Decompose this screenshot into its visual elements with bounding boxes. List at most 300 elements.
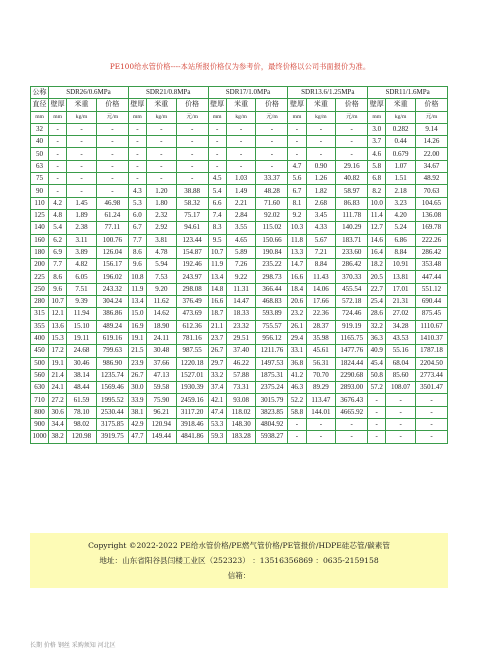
table-cell: 724.46: [336, 308, 368, 320]
table-cell: 7.7: [128, 234, 146, 246]
table-cell: 1875.31: [256, 369, 288, 381]
table-cell: -: [226, 136, 256, 148]
table-cell: 612.36: [176, 320, 208, 332]
table-cell: 22.7: [368, 283, 386, 295]
table-cell: 2.68: [306, 197, 336, 209]
table-cell: -: [96, 148, 128, 160]
table-cell: 3.23: [386, 197, 416, 209]
table-row: [31, 136, 448, 148]
table-cell: -: [416, 406, 448, 418]
table-cell: -: [67, 160, 97, 172]
table-cell: 24.1: [49, 382, 67, 394]
table-cell: 7.4: [208, 209, 226, 221]
table-cell: 43.53: [386, 332, 416, 344]
table-cell: 14.6: [368, 234, 386, 246]
table-cell: 113.47: [306, 394, 336, 406]
table-cell: 5.67: [306, 234, 336, 246]
table-cell: 183.71: [336, 234, 368, 246]
table-cell: 1220.18: [176, 357, 208, 369]
table-cell: 353.48: [416, 259, 448, 271]
table-cell: -: [49, 148, 67, 160]
table-cell: 26.7: [128, 369, 146, 381]
table-cell: -: [208, 148, 226, 160]
table-cell: 3.11: [67, 234, 97, 246]
table-row: [31, 148, 448, 160]
diameter-cell: 560: [31, 369, 49, 381]
table-cell: 5938.27: [256, 431, 288, 443]
table-cell: -: [336, 419, 368, 431]
unit-price: 元/m: [176, 111, 208, 123]
price-table-body: [31, 123, 448, 443]
table-cell: 27.2: [49, 394, 67, 406]
table-cell: 30.46: [67, 357, 97, 369]
table-cell: 2893.00: [336, 382, 368, 394]
table-cell: -: [306, 148, 336, 160]
table-cell: 1.51: [386, 173, 416, 185]
table-cell: 18.4: [288, 283, 306, 295]
table-cell: 4.2: [49, 197, 67, 209]
table-cell: 111.78: [336, 209, 368, 221]
table-cell: 89.29: [306, 382, 336, 394]
table-cell: 9.22: [226, 271, 256, 283]
table-row: [31, 419, 448, 431]
table-cell: 20.6: [288, 296, 306, 308]
table-cell: 115.02: [256, 222, 288, 234]
unit-price: 元/m: [416, 111, 448, 123]
table-cell: 3.81: [146, 234, 176, 246]
table-cell: 1410.37: [416, 332, 448, 344]
table-cell: 468.83: [256, 296, 288, 308]
table-cell: 30.48: [146, 345, 176, 357]
table-cell: 286.42: [416, 246, 448, 258]
table-cell: 14.8: [208, 283, 226, 295]
table-cell: 23.32: [226, 320, 256, 332]
table-cell: 120.98: [67, 431, 97, 443]
table-cell: 1995.52: [96, 394, 128, 406]
table-cell: 5.4: [49, 222, 67, 234]
table-cell: 23.7: [208, 332, 226, 344]
table-cell: 136.08: [416, 209, 448, 221]
table-cell: 92.02: [256, 209, 288, 221]
diameter-cell: 315: [31, 308, 49, 320]
unit-wall: mm: [128, 111, 146, 123]
table-cell: 38.14: [67, 369, 97, 381]
table-cell: 19.11: [67, 332, 97, 344]
table-cell: 12.1: [49, 308, 67, 320]
table-cell: 73.31: [226, 382, 256, 394]
table-cell: -: [288, 148, 306, 160]
table-cell: 473.69: [176, 308, 208, 320]
table-cell: 17.01: [386, 283, 416, 295]
table-cell: 48.92: [416, 173, 448, 185]
table-cell: 140.29: [336, 222, 368, 234]
table-cell: 57.88: [226, 369, 256, 381]
subheader-price: 价格: [96, 99, 128, 111]
table-cell: 126.04: [96, 246, 128, 258]
table-cell: -: [306, 136, 336, 148]
table-cell: -: [146, 123, 176, 135]
table-cell: 46.3: [288, 382, 306, 394]
table-row: [31, 160, 448, 172]
table-cell: 13.4: [208, 271, 226, 283]
table-row: [31, 123, 448, 135]
table-cell: 298.73: [256, 271, 288, 283]
table-cell: 4.82: [67, 259, 97, 271]
subheader-weight: 米重: [146, 99, 176, 111]
footer-copyright: Copyright ©2022-2022 PE给水管价格/PE燃气管价格/PE管报价/HDPE硅芯管/碳素管: [88, 541, 390, 550]
table-cell: 38.1: [128, 406, 146, 418]
table-cell: 755.57: [256, 320, 288, 332]
price-table-container: [30, 86, 448, 444]
bottom-links[interactable]: 长期 价格 钢丝 采购须知 河北区: [30, 642, 116, 648]
table-cell: -: [96, 160, 128, 172]
unit-price: 元/m: [256, 111, 288, 123]
table-cell: 3.7: [368, 136, 386, 148]
table-cell: 23.2: [288, 308, 306, 320]
table-cell: 68.04: [386, 357, 416, 369]
table-cell: 366.44: [256, 283, 288, 295]
subheader-price: 价格: [176, 99, 208, 111]
table-cell: 16.6: [288, 271, 306, 283]
table-cell: 20.5: [368, 271, 386, 283]
table-cell: 3.0: [368, 123, 386, 135]
table-cell: 58.32: [176, 197, 208, 209]
table-cell: 52.2: [288, 394, 306, 406]
table-cell: 5.3: [128, 197, 146, 209]
table-cell: -: [96, 173, 128, 185]
table-cell: -: [146, 160, 176, 172]
table-header-row-sub: [31, 99, 448, 111]
table-cell: 94.61: [176, 222, 208, 234]
table-cell: 26.1: [288, 320, 306, 332]
table-row: [31, 394, 448, 406]
table-cell: 70.63: [416, 185, 448, 197]
unit-weight: kg/m: [306, 111, 336, 123]
table-cell: 10.3: [288, 222, 306, 234]
footer: [30, 533, 448, 588]
table-cell: 386.86: [96, 308, 128, 320]
table-cell: 572.18: [336, 296, 368, 308]
table-cell: 0.44: [386, 136, 416, 148]
table-cell: 781.16: [176, 332, 208, 344]
table-cell: -: [226, 160, 256, 172]
table-header-row-units: [31, 111, 448, 123]
table-cell: 619.16: [96, 332, 128, 344]
diameter-cell: 50: [31, 148, 49, 160]
table-cell: 3.55: [226, 222, 256, 234]
table-cell: 2.84: [226, 209, 256, 221]
unit-price: 元/m: [96, 111, 128, 123]
table-cell: 1787.18: [416, 345, 448, 357]
table-cell: 5.94: [146, 259, 176, 271]
table-cell: -: [368, 431, 386, 443]
table-cell: 2.92: [146, 222, 176, 234]
footer-mail: 信箱：: [227, 571, 251, 580]
table-cell: 9.20: [146, 283, 176, 295]
diameter-cell: 90: [31, 185, 49, 197]
table-cell: -: [96, 136, 128, 148]
table-cell: 1211.76: [256, 345, 288, 357]
table-cell: 7.51: [67, 283, 97, 295]
price-table: [30, 86, 448, 444]
table-cell: 38.88: [176, 185, 208, 197]
table-cell: 36.3: [368, 332, 386, 344]
table-cell: 25.4: [368, 296, 386, 308]
table-cell: 37.40: [226, 345, 256, 357]
table-cell: 370.33: [336, 271, 368, 283]
table-cell: 196.02: [96, 271, 128, 283]
table-cell: 1.45: [67, 197, 97, 209]
table-cell: 46.98: [96, 197, 128, 209]
table-cell: 75.17: [176, 209, 208, 221]
table-cell: 41.2: [288, 369, 306, 381]
diameter-cell: 1000: [31, 431, 49, 443]
table-cell: 4.20: [386, 209, 416, 221]
table-cell: 149.44: [146, 431, 176, 443]
table-cell: 14.62: [146, 308, 176, 320]
table-cell: 46.22: [226, 357, 256, 369]
table-cell: 1.82: [306, 185, 336, 197]
diameter-cell: 140: [31, 222, 49, 234]
table-cell: 8.84: [306, 259, 336, 271]
table-cell: 14.7: [288, 259, 306, 271]
unit-wall: mm: [49, 111, 67, 123]
table-cell: 235.22: [256, 259, 288, 271]
table-cell: 24.68: [67, 345, 97, 357]
table-row: [31, 283, 448, 295]
table-cell: 8.2: [368, 185, 386, 197]
table-cell: 243.32: [96, 283, 128, 295]
page-title: PE100给水管价格----本站所报价格仅为参考价，最终价格以公司书面报价为准。: [109, 62, 371, 71]
diameter-cell: 75: [31, 173, 49, 185]
table-cell: 9.14: [416, 123, 448, 135]
table-cell: 875.45: [416, 308, 448, 320]
table-cell: -: [416, 394, 448, 406]
table-cell: 2.21: [226, 197, 256, 209]
subheader-wall: 壁厚: [49, 99, 67, 111]
table-cell: 156.17: [96, 259, 128, 271]
table-cell: 1.49: [226, 185, 256, 197]
table-cell: -: [176, 123, 208, 135]
table-cell: 3015.79: [256, 394, 288, 406]
table-cell: 85.60: [386, 369, 416, 381]
table-cell: 78.10: [67, 406, 97, 418]
table-cell: 14.47: [226, 296, 256, 308]
table-cell: 1.07: [386, 160, 416, 172]
table-cell: 59.58: [146, 382, 176, 394]
table-cell: 11.9: [128, 283, 146, 295]
table-cell: 5.89: [226, 246, 256, 258]
table-cell: 190.84: [256, 246, 288, 258]
corner-header-top: 公称: [31, 87, 49, 99]
table-cell: -: [128, 123, 146, 135]
table-cell: 18.2: [368, 259, 386, 271]
table-cell: 10.8: [128, 271, 146, 283]
table-cell: 8.6: [128, 246, 146, 258]
table-cell: 7.7: [49, 259, 67, 271]
table-cell: -: [288, 431, 306, 443]
table-cell: 14.26: [416, 136, 448, 148]
table-cell: -: [176, 160, 208, 172]
table-cell: -: [208, 123, 226, 135]
table-cell: 61.24: [96, 209, 128, 221]
table-row: [31, 308, 448, 320]
table-cell: 3501.47: [416, 382, 448, 394]
table-cell: -: [49, 173, 67, 185]
table-cell: -: [306, 431, 336, 443]
table-cell: 10.7: [49, 296, 67, 308]
table-cell: -: [386, 406, 416, 418]
table-cell: -: [96, 123, 128, 135]
unit-weight: kg/m: [146, 111, 176, 123]
table-cell: 150.66: [256, 234, 288, 246]
table-cell: 53.3: [208, 419, 226, 431]
table-cell: -: [336, 123, 368, 135]
table-cell: 489.24: [96, 320, 128, 332]
diameter-cell: 40: [31, 136, 49, 148]
table-cell: -: [386, 419, 416, 431]
table-cell: 7.21: [306, 246, 336, 258]
table-cell: 3.89: [67, 246, 97, 258]
table-cell: 75.90: [146, 394, 176, 406]
table-cell: -: [146, 136, 176, 148]
table-cell: 104.65: [416, 197, 448, 209]
table-cell: 8.1: [288, 197, 306, 209]
subheader-wall: 壁厚: [208, 99, 226, 111]
table-cell: 222.26: [416, 234, 448, 246]
table-cell: 13.6: [49, 320, 67, 332]
table-cell: 21.4: [49, 369, 67, 381]
diameter-cell: 200: [31, 259, 49, 271]
diameter-cell: 710: [31, 394, 49, 406]
diameter-cell: 500: [31, 357, 49, 369]
table-cell: 148.30: [226, 419, 256, 431]
subheader-price: 价格: [256, 99, 288, 111]
table-cell: 71.60: [256, 197, 288, 209]
table-cell: 3676.43: [336, 394, 368, 406]
table-cell: -: [336, 136, 368, 148]
table-cell: 34.67: [416, 160, 448, 172]
table-cell: -: [176, 173, 208, 185]
table-cell: 33.1: [288, 345, 306, 357]
table-cell: -: [336, 431, 368, 443]
table-cell: 48.28: [256, 185, 288, 197]
table-cell: 42.1: [208, 394, 226, 406]
table-cell: -: [49, 123, 67, 135]
diameter-cell: 900: [31, 419, 49, 431]
table-row: [31, 320, 448, 332]
table-cell: 1165.75: [336, 332, 368, 344]
unit-weight: kg/m: [386, 111, 416, 123]
table-cell: 4841.86: [176, 431, 208, 443]
table-cell: 6.7: [128, 222, 146, 234]
table-cell: 47.7: [128, 431, 146, 443]
table-row: [31, 222, 448, 234]
table-cell: 169.78: [416, 222, 448, 234]
table-cell: 4.33: [306, 222, 336, 234]
table-cell: -: [256, 160, 288, 172]
table-cell: 3918.46: [176, 419, 208, 431]
table-row: [31, 246, 448, 258]
table-row: [31, 296, 448, 308]
table-cell: 21.31: [386, 296, 416, 308]
table-header-row-groups: [31, 87, 448, 99]
table-cell: 8.6: [49, 271, 67, 283]
table-row: [31, 406, 448, 418]
table-cell: 118.02: [226, 406, 256, 418]
table-cell: 376.49: [176, 296, 208, 308]
subheader-weight: 米重: [67, 99, 97, 111]
table-cell: 11.4: [368, 209, 386, 221]
subheader-weight: 米重: [386, 99, 416, 111]
table-cell: 10.0: [368, 197, 386, 209]
table-cell: -: [288, 123, 306, 135]
diameter-cell: 225: [31, 271, 49, 283]
corner-header-unit: mm: [31, 111, 49, 123]
table-cell: 4.7: [288, 160, 306, 172]
table-cell: 551.12: [416, 283, 448, 295]
table-cell: 5.8: [368, 160, 386, 172]
table-cell: 4.8: [49, 209, 67, 221]
table-row: [31, 332, 448, 344]
table-cell: 59.3: [208, 431, 226, 443]
table-cell: 2375.24: [256, 382, 288, 394]
table-cell: 987.55: [176, 345, 208, 357]
table-cell: 50.8: [368, 369, 386, 381]
table-cell: 47.13: [146, 369, 176, 381]
table-cell: 9.6: [128, 259, 146, 271]
table-cell: 690.44: [416, 296, 448, 308]
table-cell: 799.63: [96, 345, 128, 357]
table-cell: 3175.85: [96, 419, 128, 431]
subheader-wall: 壁厚: [288, 99, 306, 111]
unit-wall: mm: [288, 111, 306, 123]
table-cell: 6.86: [386, 234, 416, 246]
table-cell: 15.10: [67, 320, 97, 332]
table-cell: 16.6: [208, 296, 226, 308]
table-cell: 11.94: [67, 308, 97, 320]
footer-address: 地址：山东省阳谷县闫楼工业区（252323） ：13516356869 ：0635-2159158: [99, 556, 379, 565]
table-cell: 4.6: [368, 148, 386, 160]
table-cell: 34.28: [386, 320, 416, 332]
subheader-price: 价格: [416, 99, 448, 111]
table-cell: 4.78: [146, 246, 176, 258]
table-cell: 33.2: [208, 369, 226, 381]
table-row: [31, 173, 448, 185]
table-cell: 4.65: [226, 234, 256, 246]
table-cell: 17.2: [49, 345, 67, 357]
table-cell: -: [306, 123, 336, 135]
table-cell: 4.5: [208, 173, 226, 185]
table-cell: -: [226, 148, 256, 160]
table-cell: 57.2: [368, 382, 386, 394]
table-cell: 5.4: [208, 185, 226, 197]
table-cell: 100.76: [96, 234, 128, 246]
group-header: SDR21/0.8MPa: [128, 87, 208, 99]
table-cell: 37.66: [146, 357, 176, 369]
table-cell: 26.7: [208, 345, 226, 357]
diameter-cell: 125: [31, 209, 49, 221]
table-cell: 98.02: [67, 419, 97, 431]
table-cell: 1110.67: [416, 320, 448, 332]
table-cell: 7.26: [226, 259, 256, 271]
table-cell: -: [288, 419, 306, 431]
table-cell: -: [416, 419, 448, 431]
subheader-wall: 壁厚: [128, 99, 146, 111]
table-cell: 29.16: [336, 160, 368, 172]
table-cell: 7.53: [146, 271, 176, 283]
table-cell: 4804.92: [256, 419, 288, 431]
